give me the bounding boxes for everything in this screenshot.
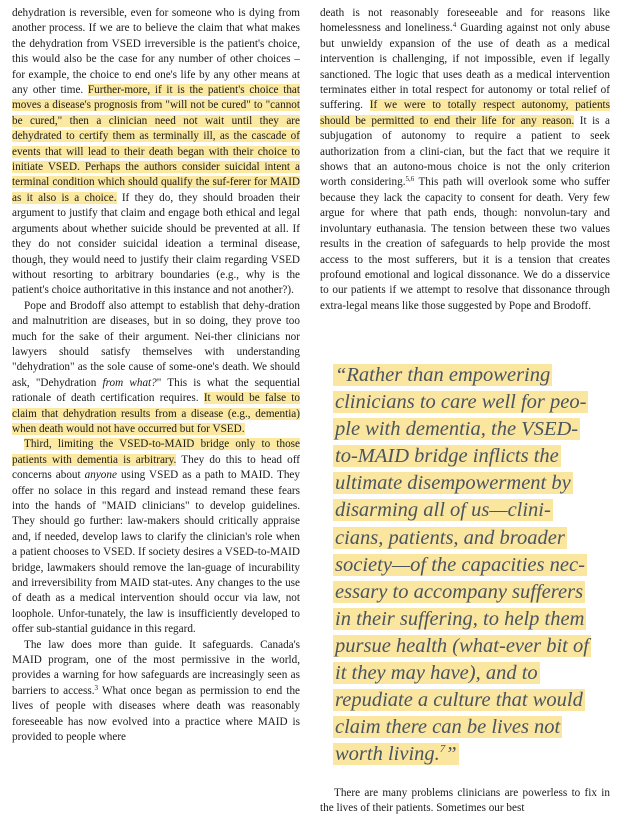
right-column-bottom — [320, 786, 610, 817]
paragraph-law: The law does more than guide. It safeguards. Canada's MAID program, one of the most permissive in the world, provides a warning for how safeguards are increasingly seen as barriers to access.$^3$ What once began as permission to end the lives of people with diseases where death was reasonably foreseeable has now evolved into a practice where MAID is provided to people where — [12, 638, 301, 744]
pull-quote-text: “Rather than empowering clinicians to care well for peo-ple with dementia, the VSED-to-MAID bridge inflicts the ultimate disempowerment by disarming all of us—clini-cians, patients, and broader society—of the capacities nec-essary to accompany sufferers in their suffering, to help them pursue health (what-ever bit of it they may have), and to repudiate a culture that would claim there can be lives not worth living.$^7$” — [335, 364, 589, 766]
reference-4: 4 — [452, 21, 457, 30]
reference-5-6: 5,6 — [405, 175, 415, 184]
paragraph-choice: dehydration is reversible, even for someone who is dying from another process. If we are to believe the claim that what makes the dehydration from VSED irreversible is the patient's choice, this would also be the case for any number of other choices – for example, the choice to end one's life by any other means at any other time. Further-more, if it is the patient's choice that moves a disease's prognosis from "will not be cured" to "cannot be cured," then a clinician need not wait until they are dehydrated to certify them as terminally ill, as the cascade of events that will lead to their death began with their choice to initiate VSED. Perhaps the authors consider suicidal intent a terminal condition which should qualify the suf-ferer for MAID as it also is a choice. If they do, they should broaden their argument to justify that claim and engage both ethical and legal arguments about whether suicide should be prevented at all. If they do not consider suicidal ideation a terminal disease, though, they would need to justify their claim regarding VSED without resorting to arbitrary boundaries (e.g., why is the patient's choice authoritative in this instance and not another?). — [12, 7, 300, 297]
right-column — [320, 6, 610, 314]
highlight: Third, limiting the VSED-to-MAID bridge only to those patients with dementia is arbitrary. — [12, 438, 300, 466]
pull-quote — [333, 362, 595, 768]
highlight: Further-more, if it is the patient's choice that moves a disease's prognosis from "will not be cured" to "cannot be cured," then a clinician need not wait until they are dehydrated to certify them as terminally ill, as the cascade of events that will lead to their death began with their choice to initiate VSED. Perhaps the authors consider suicidal intent a terminal condition which should qualify the suf-ferer for MAID as it also is a choice. — [12, 84, 300, 204]
paragraph-autonomy: death is not reasonably foreseeable and for reasons like homelessness and loneliness.$^4$ Guarding against not only abuse but unwieldy expansion of the use of death as a medical intervention is challenging, if not impossible, even if legally sanctioned. The logic that uses death as a medical intervention terminates either in total respect for autonomy or total relief of suffering. If we were to totally respect autonomy, patients should be permitted to end their life for any reason. It is a subjugation of autonomy to require a patient to seek authorization from a clini-cian, but the fact that we require it shows that an autono-mous choice is not the only criterion worth considering.$^{5,6}$ This path will overlook some who suffer because they lack the capacity to consent for death. Very few argue for where that path ends, though: nonvolun-tary and involuntary euthanasia. The tension between these two values results in the creation of safeguards to help provide the most access to the most sufferers, but it is a tension that creates profound emotional and logical dissonance. We do a disservice to our patients if we attempt to resolve that dissonance through extra-legal means like those suggested by Pope and Brodoff. — [320, 7, 611, 312]
left-column — [12, 6, 300, 746]
highlight: If we were to totally respect autonomy, patients should be permitted to end their life for any reason. — [320, 99, 611, 127]
highlight: It would be false to claim that dehydration results from a disease (e.g., dementia) when death would not have occurred but for VSED. — [12, 392, 300, 435]
paragraph-problems: There are many problems clinicians are powerless to fix in the lives of their patients. Sometimes our best — [320, 787, 610, 815]
reference-7: 7 — [439, 743, 446, 756]
paragraph-third: Third, limiting the VSED-to-MAID bridge only to those patients with dementia is arbitrary. They do this to head off concerns about anyone using VSED as a path to MAID. They offer no solace in this regard and instead remand these fears into the hands of "MAID clinicians" to develop guidelines. They should go further: law-makers should critically appraise and, if needed, develop laws to clarify the clinician's role when a patient chooses to VSED. If society desires a VSED-to-MAID bridge, lawmakers should remove the lan-guage of incurability and irreversibility from MAID stat-utes. Any changes to the use of death as a medical intervention should occur via law, not loophole. Unfor-tunately, the law is insufficiently developed to offer sub-stantial guidance in this regard. — [12, 438, 300, 636]
paragraph-dehydration: Pope and Brodoff also attempt to establish that dehy-dration and malnutrition are diseases, but in so doing, they prove too much for the sake of their argument. Nei-ther clinicians nor lawyers should satisfy themselves with understanding "dehydration" as the sole cause of some-one's death. We should ask, "Dehydration from what?" This is what the sequential rationale of death certification requires. It would be false to claim that dehydration results from a disease (e.g., dementia) when death would not have occurred but for VSED. — [12, 299, 300, 435]
reference-3: 3 — [94, 683, 99, 692]
